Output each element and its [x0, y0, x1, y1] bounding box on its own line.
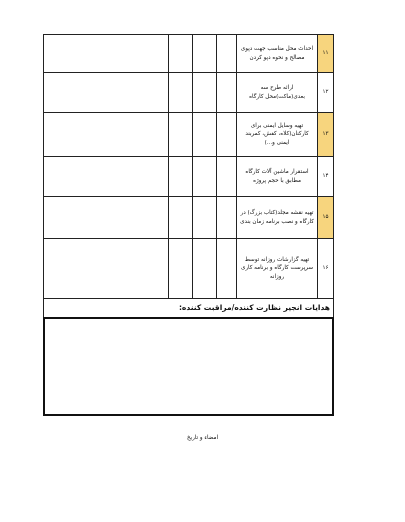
remarks-heading: هدایات انجیر نظارت کننده/مراقبت کننده:: [43, 299, 334, 317]
check-cell[interactable]: [169, 35, 193, 73]
row-description-cell: تهیه نقشه مجلد(کتاب بزرگ) در کارگاه و نصب برنامه زمان بندی: [237, 197, 318, 239]
table-row: [44, 73, 334, 113]
row-number-cell: ۱۳: [318, 113, 334, 157]
check-cell[interactable]: [217, 35, 237, 73]
check-cell[interactable]: [217, 113, 237, 157]
check-cell[interactable]: [169, 157, 193, 197]
row-description-cell: احداث محل مناسب جهت دپوی مصالح و نحوه دپو کردن: [237, 35, 318, 73]
check-cell[interactable]: [193, 113, 217, 157]
check-cell[interactable]: [193, 35, 217, 73]
table-row: [44, 157, 334, 197]
comment-cell[interactable]: [44, 73, 169, 113]
table-row: [44, 197, 334, 239]
row-number-cell: ۱۶: [318, 239, 334, 299]
table-row: [44, 113, 334, 157]
comment-cell[interactable]: [44, 157, 169, 197]
row-description-cell: استقرار ماشین آلات کارگاه مطابق با حجم پروژه: [237, 157, 318, 197]
check-cell[interactable]: [169, 239, 193, 299]
check-cell[interactable]: [217, 239, 237, 299]
check-cell[interactable]: [193, 157, 217, 197]
row-description-cell: تهیه وسایل ایمنی برای کارکنان(کلاه، کفش، کمربند ایمنی و...): [237, 113, 318, 157]
remarks-box[interactable]: [43, 317, 334, 416]
row-description-cell: ارائه طرح سه بعدی(ماکت)محل کارگاه: [237, 73, 318, 113]
comment-cell[interactable]: [44, 197, 169, 239]
table-row: [44, 239, 334, 299]
check-cell[interactable]: [193, 239, 217, 299]
signature-label: امضاء و تاریخ: [186, 435, 219, 441]
checklist-table: [43, 34, 334, 299]
check-cell[interactable]: [217, 197, 237, 239]
check-cell[interactable]: [217, 73, 237, 113]
comment-cell[interactable]: [44, 35, 169, 73]
comment-cell[interactable]: [44, 113, 169, 157]
row-description-cell: تهیه گزارشات روزانه توسط سرپرست کارگاه و برنامه کاری روزانه: [237, 239, 318, 299]
row-number-cell: ۱۵: [318, 197, 334, 239]
check-cell[interactable]: [217, 157, 237, 197]
row-number-cell: ۱۲: [318, 73, 334, 113]
row-number-cell: ۱۱: [318, 35, 334, 73]
check-cell[interactable]: [169, 197, 193, 239]
comment-cell[interactable]: [44, 239, 169, 299]
check-cell[interactable]: [169, 73, 193, 113]
check-cell[interactable]: [193, 197, 217, 239]
check-cell[interactable]: [193, 73, 217, 113]
check-cell[interactable]: [169, 113, 193, 157]
row-number-cell: ۱۴: [318, 157, 334, 197]
checklist-sheet: [43, 34, 334, 416]
table-row: [44, 35, 334, 73]
